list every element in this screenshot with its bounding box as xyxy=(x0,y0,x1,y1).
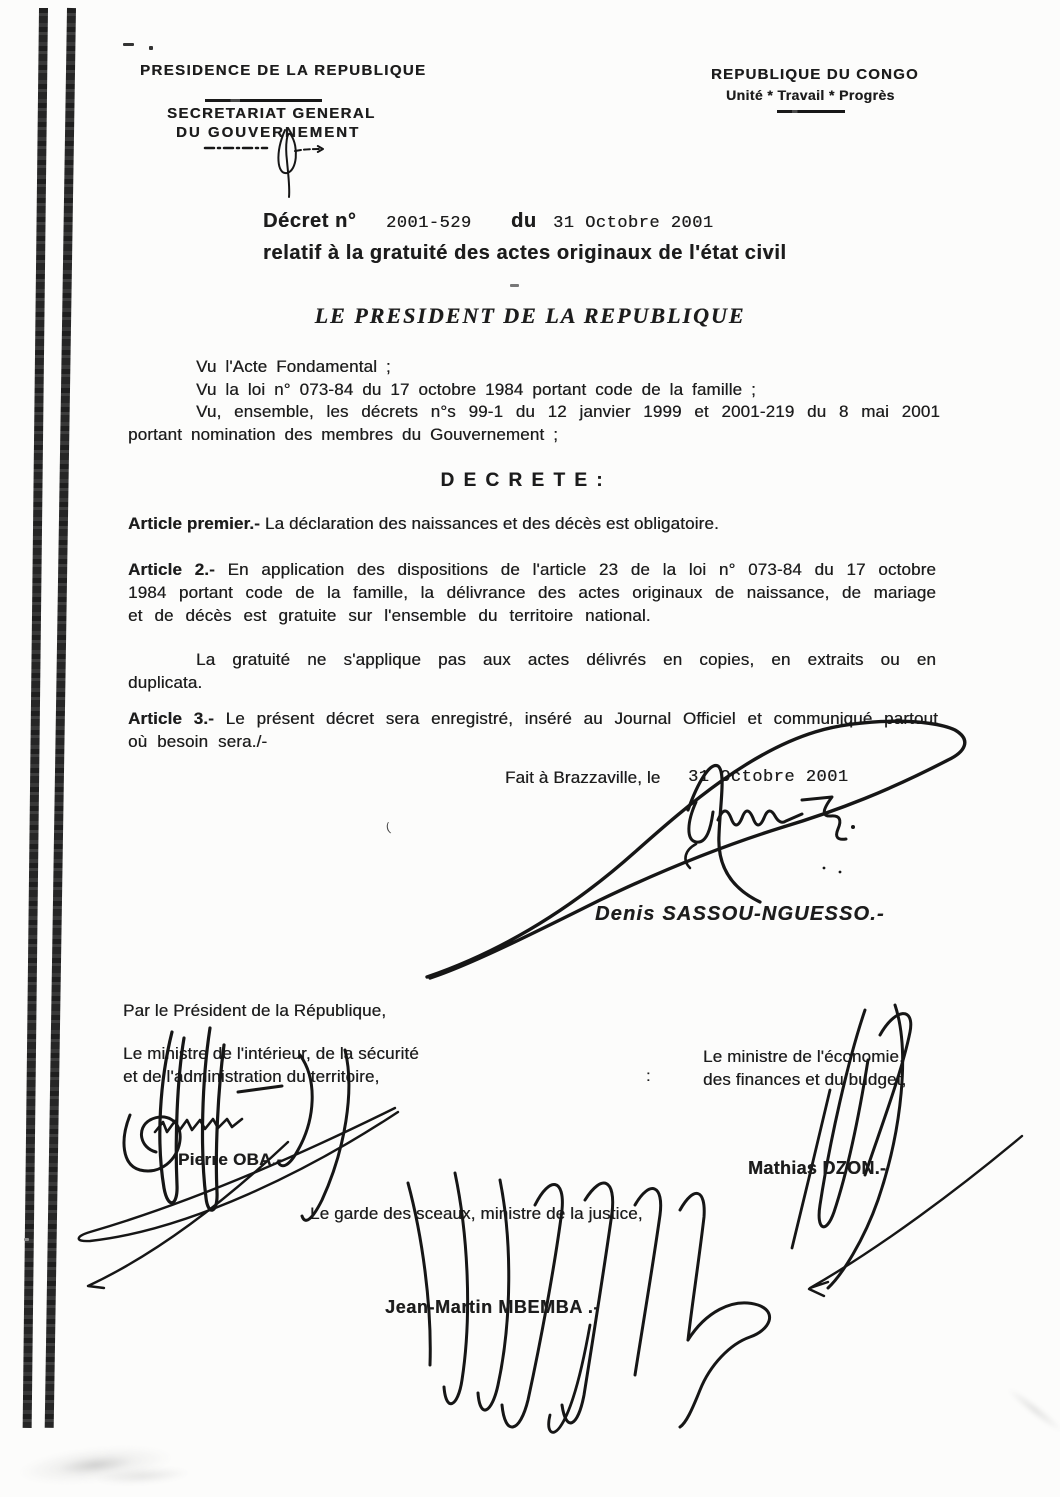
visa-line: Vu l'Acte Fondamental ; xyxy=(196,357,391,376)
scan-speck xyxy=(24,1238,29,1241)
motto: Unité * Travail * Progrès xyxy=(726,87,895,103)
president-heading: LE PRESIDENT DE LA REPUBLIQUE xyxy=(314,303,746,328)
scan-smudge xyxy=(1004,1385,1060,1436)
republic-title: REPUBLIQUE DU CONGO xyxy=(711,66,919,83)
binding-bar-left xyxy=(23,8,48,1428)
decree-date: 31 Octobre 2001 xyxy=(553,214,714,233)
visas xyxy=(128,356,940,446)
article-3-text: Le présent décret sera enregistré, inséré au Journal Officiel et communiqué partout où besoin sera./- xyxy=(128,709,939,751)
minister-economy-line1: Le ministre de l'économie, xyxy=(703,1047,904,1066)
decree-subject: relatif à la gratuité des actes originaux de l'état civil xyxy=(263,242,787,264)
minister-interior-line2: et de l'administration du territoire, xyxy=(123,1066,380,1086)
justice-minister-name: Jean-Martin MBEMBA .- xyxy=(385,1297,600,1317)
signature-sassou-nguesso xyxy=(420,680,1010,1000)
presidency-title: PRESIDENCE DE LA REPUBLIQUE xyxy=(140,62,427,79)
decree-number: 2001-529 xyxy=(386,214,472,233)
decrete-heading: D E C R E T E : xyxy=(440,470,605,491)
scan-speck xyxy=(149,46,153,50)
article-1-label: Article premier.- xyxy=(128,514,260,533)
secretariat-line1: SECRETARIAT GENERAL xyxy=(167,105,376,122)
article-1-text: La déclaration des naissances et des décès est obligatoire. xyxy=(264,514,719,533)
article-2-label: Article 2.- xyxy=(128,560,215,579)
stray-colon-mark: : xyxy=(646,1068,651,1085)
visa-line: Vu, ensemble, les décrets n°s 99-1 du 12 janvier 1999 et 2001-219 du 8 mai 2001 portant nomination des membres du Gouvernement ; xyxy=(128,402,940,444)
header-left-underline xyxy=(205,99,322,102)
decree-label: Décret n° xyxy=(263,210,357,232)
minister-interior-name: Pierre OBA.- xyxy=(178,1150,283,1169)
scan-speck: ( xyxy=(384,819,392,835)
secretariat-line2: DU GOUVERNEMENT xyxy=(176,124,361,141)
article-2-continued: La gratuité ne s'applique pas aux actes délivrés en copies, en extraits ou en duplicata. xyxy=(128,650,936,692)
visa-line: Vu la loi n° 073-84 du 17 octobre 1984 portant code de la famille ; xyxy=(196,379,756,399)
motto-underline xyxy=(777,110,845,113)
by-president-line: Par le Président de la République, xyxy=(123,1001,387,1020)
minister-economy-name: Mathias DZON.- xyxy=(748,1158,887,1178)
paraph-squiggle xyxy=(195,125,345,200)
article-2-text: En application des dispositions de l'article 23 de la loi n° 073-84 du 17 octobre 1984 portant code de la famille, la délivrance des actes originaux de naissance, de mariage et de décès est gratuite sur l'ensemble du territoire national. xyxy=(128,560,937,625)
scan-speck xyxy=(510,284,519,287)
scan-speck xyxy=(123,43,134,46)
decree-du: du xyxy=(511,210,537,232)
article-2 xyxy=(128,558,936,627)
article-1 xyxy=(128,513,940,536)
place-prefix: Fait à Brazzaville, le xyxy=(505,768,661,787)
place-date: 31 Octobre 2001 xyxy=(688,768,849,787)
minister-economy-line2: des finances et du budget, xyxy=(703,1069,907,1089)
article-3-label: Article 3.- xyxy=(128,709,214,728)
minister-interior-line1: Le ministre de l'intérieur, de la sécurité xyxy=(123,1044,419,1063)
president-name: Denis SASSOU-NGUESSO.- xyxy=(595,903,885,925)
justice-minister-title: Le garde des sceaux, ministre de la justice, xyxy=(310,1204,643,1223)
